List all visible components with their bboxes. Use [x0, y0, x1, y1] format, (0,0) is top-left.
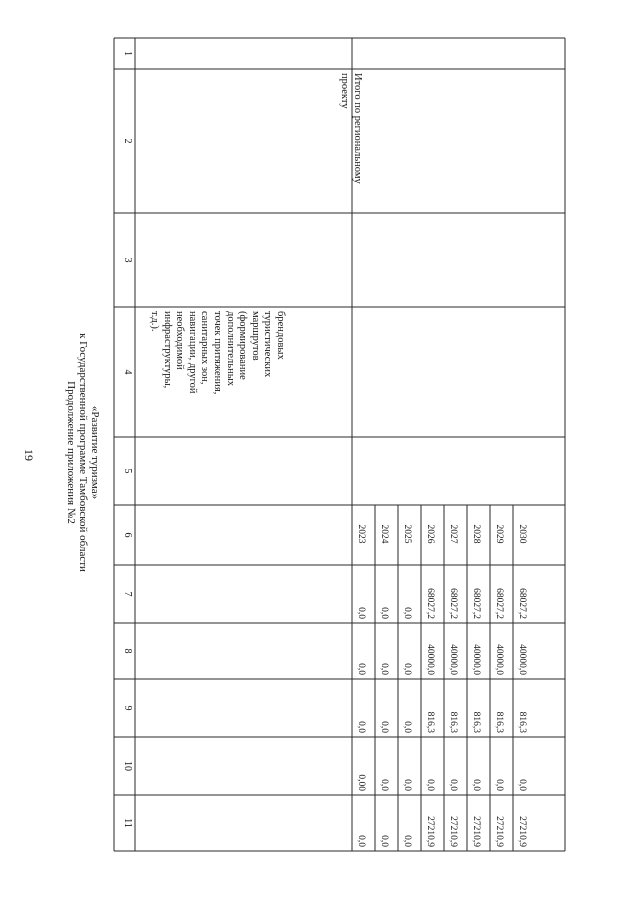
year-cell: 2027 [448, 524, 458, 544]
column-number-11: 11 [122, 818, 133, 828]
value-cell-c11: 27210,9 [517, 816, 527, 847]
year-cell: 2029 [494, 524, 504, 544]
value-cell-c9: 816,3 [448, 711, 458, 733]
total-label: Итого по региональному проекту [339, 73, 363, 184]
year-cell: 2028 [471, 524, 481, 544]
value-cell-c9: 816,3 [425, 711, 435, 733]
value-cell-c9: 816,3 [494, 711, 504, 733]
column-number-4: 4 [122, 369, 133, 375]
value-cell-c11: 27210,9 [494, 816, 504, 847]
value-cell-c10: 0,0 [425, 779, 435, 791]
value-cell-c7: 0,0 [356, 607, 366, 619]
value-cell-c10: 0,0 [471, 779, 481, 791]
year-cell: 2023 [356, 524, 366, 544]
value-cell-c11: 27210,9 [448, 816, 458, 847]
value-cell-c11: 27210,9 [425, 816, 435, 847]
value-cell-c11: 27210,9 [471, 816, 481, 847]
value-cell-c9: 0,0 [402, 721, 412, 733]
value-cell-c8: 40000,0 [494, 644, 504, 675]
column-number-1: 1 [122, 51, 133, 56]
column-number-8: 8 [122, 648, 133, 654]
year-cell: 2025 [402, 524, 412, 544]
value-cell-c9: 816,3 [471, 711, 481, 733]
value-cell-c7: 0,0 [379, 607, 389, 619]
value-cell-c8: 40000,0 [517, 644, 527, 675]
value-cell-c7: 68027,2 [471, 588, 481, 619]
value-cell-c8: 0,0 [379, 663, 389, 675]
column-number-3: 3 [122, 257, 133, 263]
value-cell-c7: 68027,2 [425, 588, 435, 619]
value-cell-c11: 0,0 [379, 835, 389, 847]
value-cell-c8: 40000,0 [425, 644, 435, 675]
column-number-7: 7 [122, 591, 133, 597]
header-line-1: Продолжение приложения №2 [65, 381, 77, 524]
column-number-2: 2 [122, 138, 133, 144]
column-number-5: 5 [122, 468, 133, 474]
value-cell-c8: 40000,0 [448, 644, 458, 675]
value-cell-c10: 0,0 [402, 779, 412, 791]
value-cell-c9: 0,0 [356, 721, 366, 733]
value-cell-c7: 68027,2 [494, 588, 504, 619]
column-number-6: 6 [122, 532, 133, 538]
column-number-9: 9 [122, 705, 133, 711]
value-cell-c10: 0,0 [494, 779, 504, 791]
header-line-2: к Государственной программе Тамбовской области [77, 333, 89, 572]
activity-description: брендовых туристических маршрутов (формирование дополнительных точек притяжения, санитарных зон, навигации, другой необходимой инфраструктуры, т.д.). [149, 311, 286, 395]
value-cell-c8: 0,0 [356, 663, 366, 675]
value-cell-c9: 816,3 [517, 711, 527, 733]
year-cell: 2026 [425, 524, 435, 544]
value-cell-c7: 68027,2 [517, 588, 527, 619]
value-cell-c7: 68027,2 [448, 588, 458, 619]
value-cell-c8: 0,0 [402, 663, 412, 675]
value-cell-c11: 0,0 [402, 835, 412, 847]
value-cell-c9: 0,0 [379, 721, 389, 733]
value-cell-c8: 40000,0 [471, 644, 481, 675]
year-cell: 2030 [517, 524, 527, 544]
value-cell-c10: 0,00 [356, 774, 366, 791]
header-line-3: «Развитие туризма» [89, 405, 101, 500]
year-cell: 2024 [379, 524, 389, 544]
value-cell-c7: 0,0 [402, 607, 412, 619]
value-cell-c10: 0,0 [379, 779, 389, 791]
value-cell-c10: 0,0 [448, 779, 458, 791]
value-cell-c10: 0,0 [517, 779, 527, 791]
value-cell-c11: 0,0 [356, 835, 366, 847]
page-number: 19 [22, 449, 36, 461]
column-number-10: 10 [122, 761, 133, 771]
